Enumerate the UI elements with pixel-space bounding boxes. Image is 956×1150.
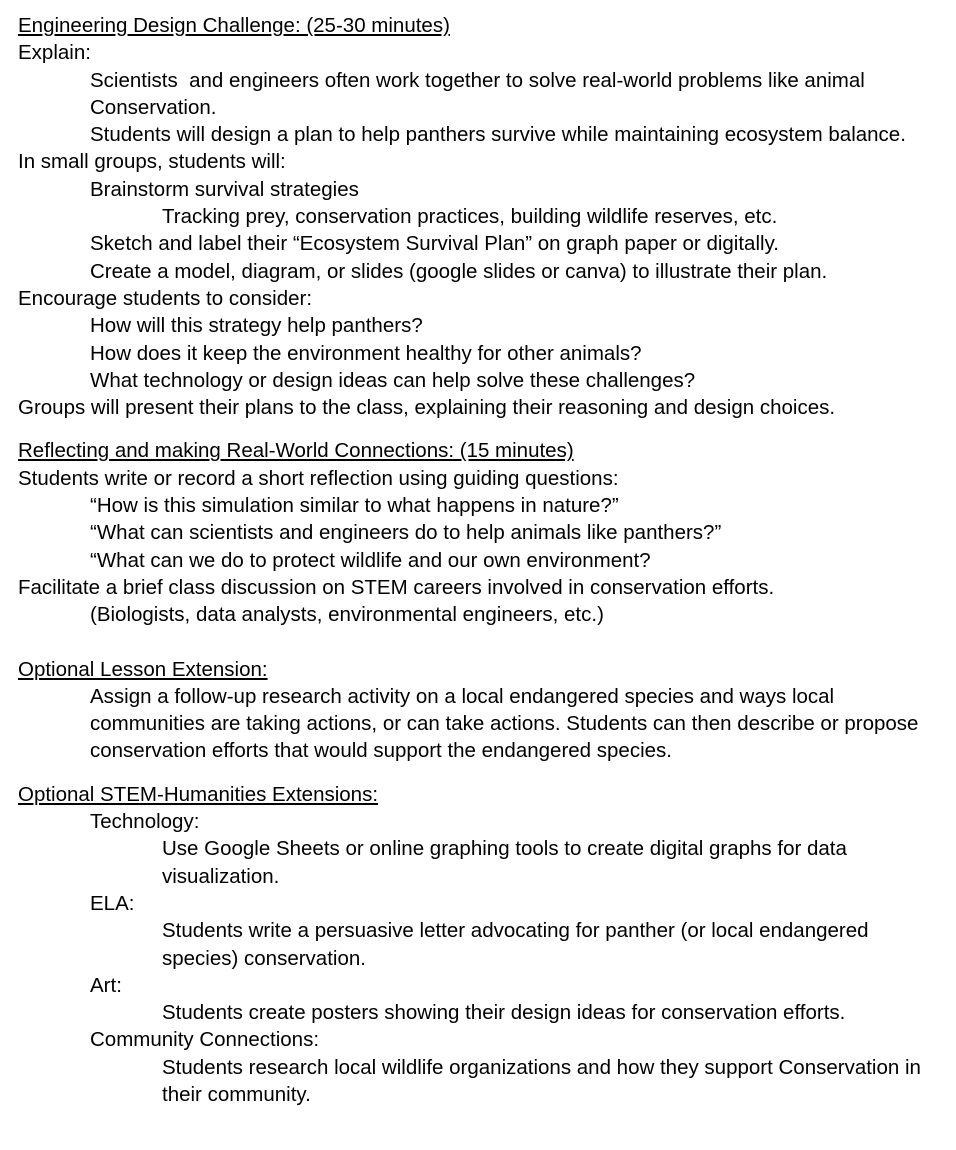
section-spacer bbox=[18, 629, 938, 656]
consider-question: What technology or design ideas can help solve these challenges? bbox=[90, 368, 696, 392]
technology-label: Technology: bbox=[90, 810, 200, 834]
engineering-heading: Engineering Design Challenge: (25-30 minutes) bbox=[18, 14, 450, 37]
optional-extension-text: Assign a follow-up research activity on a local endangered species and ways local communities are taking actions, or can take actions. Students can then describe or propose conservation efforts that would support the endangered species. bbox=[90, 684, 925, 763]
explain-item: Scientists and engineers often work together to solve real-world problems like animal Conservation. bbox=[90, 68, 871, 119]
technology-text: Use Google Sheets or online graphing tools to create digital graphs for data visualization. bbox=[162, 837, 853, 888]
ela-text: Students write a persuasive letter advocating for panther (or local endangered species) conservation. bbox=[162, 919, 875, 970]
encourage-label: Encourage students to consider: bbox=[18, 286, 313, 310]
community-label: Community Connections: bbox=[90, 1028, 320, 1052]
ela-label: ELA: bbox=[90, 891, 135, 915]
section-spacer bbox=[18, 421, 938, 437]
humanities-heading: Optional STEM-Humanities Extensions: bbox=[18, 782, 379, 806]
brainstorm-step: Brainstorm survival strategies bbox=[90, 177, 359, 201]
present-step: Groups will present their plans to the class, explaining their reasoning and design choices. bbox=[18, 396, 836, 420]
reflecting-intro: Students write or record a short reflection using guiding questions: bbox=[18, 466, 619, 490]
reflecting-section bbox=[18, 437, 938, 628]
optional-extension-heading: Optional Lesson Extension: bbox=[18, 657, 268, 681]
reflecting-heading: Reflecting and making Real-World Connections: (15 minutes) bbox=[18, 439, 574, 463]
sketch-step: Sketch and label their “Ecosystem Survival Plan” on graph paper or digitally. bbox=[90, 232, 779, 256]
guiding-question: “What can we do to protect wildlife and our own environment? bbox=[90, 548, 651, 572]
section-spacer bbox=[18, 765, 938, 781]
community-text: Students research local wildlife organizations and how they support Conservation in their community. bbox=[162, 1055, 927, 1106]
careers-list: (Biologists, data analysts, environmental engineers, etc.) bbox=[90, 603, 604, 627]
humanities-section bbox=[18, 781, 938, 1109]
lesson-plan-document bbox=[18, 12, 938, 1108]
facilitate-discussion: Facilitate a brief class discussion on STEM careers involved in conservation efforts. bbox=[18, 575, 775, 599]
guiding-question: “How is this simulation similar to what happens in nature?” bbox=[90, 494, 619, 518]
create-step: Create a model, diagram, or slides (google slides or canva) to illustrate their plan. bbox=[90, 259, 828, 283]
groups-label: In small groups, students will: bbox=[18, 150, 286, 174]
consider-question: How does it keep the environment healthy for other animals? bbox=[90, 341, 642, 365]
art-text: Students create posters showing their design ideas for conservation efforts. bbox=[162, 1001, 846, 1025]
guiding-question: “What can scientists and engineers do to help animals like panthers?” bbox=[90, 521, 722, 545]
explain-item: Students will design a plan to help panthers survive while maintaining ecosystem balance. bbox=[90, 123, 906, 147]
brainstorm-detail: Tracking prey, conservation practices, building wildlife reserves, etc. bbox=[162, 205, 778, 229]
explain-label: Explain: bbox=[18, 41, 91, 65]
art-label: Art: bbox=[90, 973, 122, 997]
consider-question: How will this strategy help panthers? bbox=[90, 314, 423, 338]
engineering-section bbox=[18, 12, 938, 421]
optional-extension-section bbox=[18, 656, 938, 765]
